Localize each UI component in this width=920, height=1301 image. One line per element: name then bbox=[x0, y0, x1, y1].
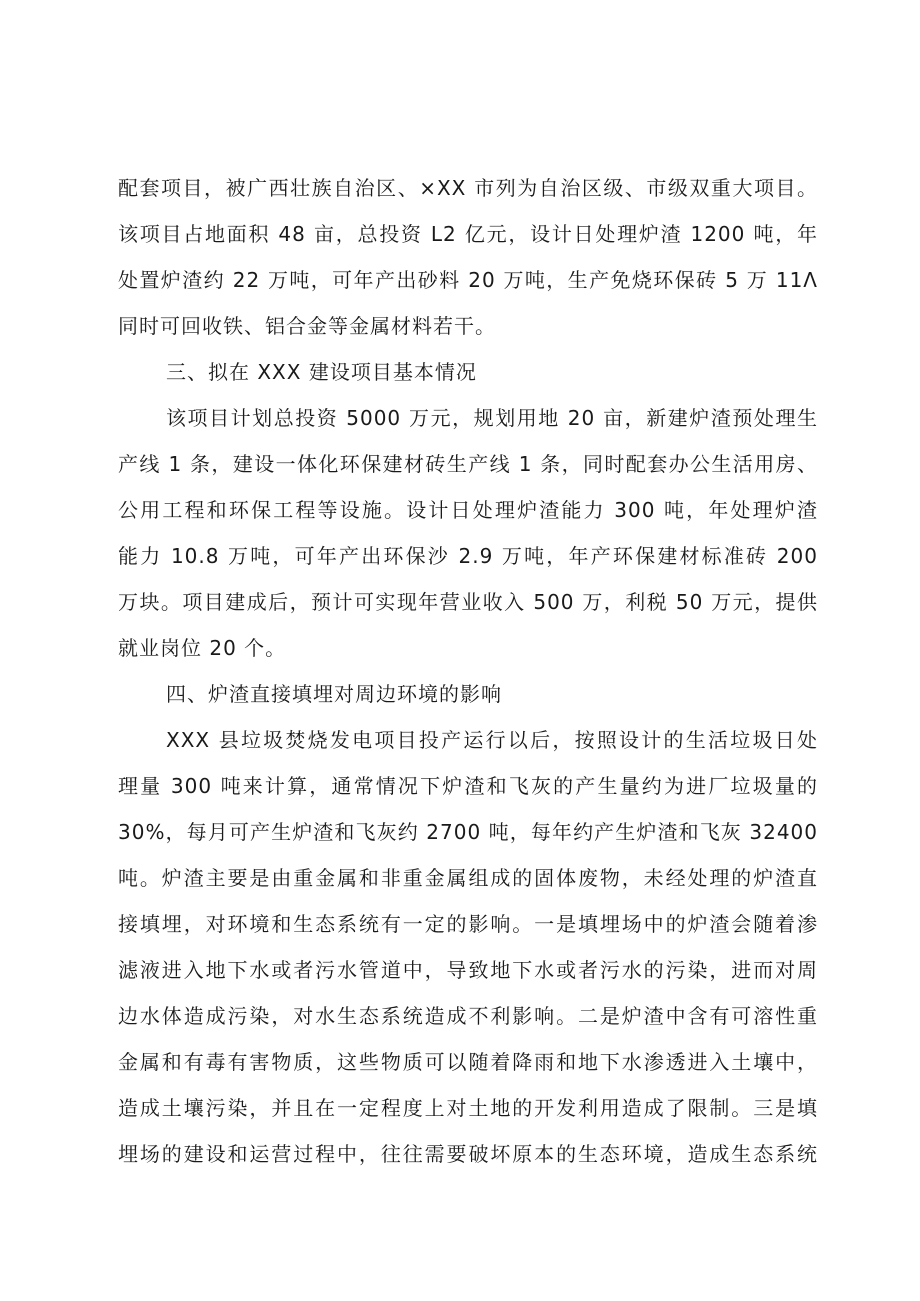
text-line: 万块。项目建成后，预计可实现年营业收入 500 万，利税 50 万元，提供 bbox=[118, 590, 818, 614]
text-line: 同时可回收铁、铝合金等金属材料若干。 bbox=[118, 314, 496, 338]
text-line: 就业岗位 20 个。 bbox=[118, 636, 287, 660]
text-line: XXX 县垃圾焚烧发电项目投产运行以后，按照设计的生活垃圾日处 bbox=[166, 728, 818, 752]
text-line: 吨。炉渣主要是由重金属和非重金属组成的固体废物，未经处理的炉渣直 bbox=[118, 866, 818, 890]
text-line: 该项目占地面积 48 亩，总投资 L2 亿元，设计日处理炉渣 1200 吨，年 bbox=[118, 222, 818, 246]
text-line: 30%，每月可产生炉渣和飞灰约 2700 吨，每年约产生炉渣和飞灰 32400 bbox=[118, 820, 818, 844]
text-line: 金属和有毒有害物质，这些物质可以随着降雨和地下水渗透进入土壤中， bbox=[118, 1050, 818, 1074]
section-heading: 四、炉渣直接填埋对周边环境的影响 bbox=[166, 682, 502, 706]
text-line: 接填埋，对环境和生态系统有一定的影响。一是填埋场中的炉渣会随着渗 bbox=[118, 912, 818, 936]
text-line: 理量 300 吨来计算，通常情况下炉渣和飞灰的产生量约为进厂垃圾量的 bbox=[118, 774, 818, 798]
text-line: 滤液进入地下水或者污水管道中，导致地下水或者污水的污染，进而对周 bbox=[118, 958, 818, 982]
text-line: 产线 1 条，建设一体化环保建材砖生产线 1 条，同时配套办公生活用房、 bbox=[118, 452, 818, 476]
text-line: 该项目计划总投资 5000 万元，规划用地 20 亩，新建炉渣预处理生 bbox=[166, 406, 818, 430]
text-line: 埋场的建设和运营过程中，往往需要破坏原本的生态环境，造成生态系统 bbox=[118, 1142, 818, 1166]
text-line: 造成土壤污染，并且在一定程度上对土地的开发利用造成了限制。三是填 bbox=[118, 1096, 818, 1120]
document-body bbox=[118, 165, 818, 1177]
text-line: 能力 10.8 万吨，可年产出环保沙 2.9 万吨，年产环保建材标准砖 200 bbox=[118, 544, 818, 568]
text-line: 边水体造成污染，对水生态系统造成不利影响。二是炉渣中含有可溶性重 bbox=[118, 1004, 818, 1028]
text-line: 配套项目，被广西壮族自治区、×XX 市列为自治区级、市级双重大项目。 bbox=[118, 176, 818, 200]
text-line: 公用工程和环保工程等设施。设计日处理炉渣能力 300 吨，年处理炉渣 bbox=[118, 498, 818, 522]
section-heading: 三、拟在 XXX 建设项目基本情况 bbox=[166, 360, 477, 384]
text-line: 处置炉渣约 22 万吨，可年产出砂料 20 万吨，生产免烧环保砖 5 万 11Λ bbox=[118, 268, 818, 292]
